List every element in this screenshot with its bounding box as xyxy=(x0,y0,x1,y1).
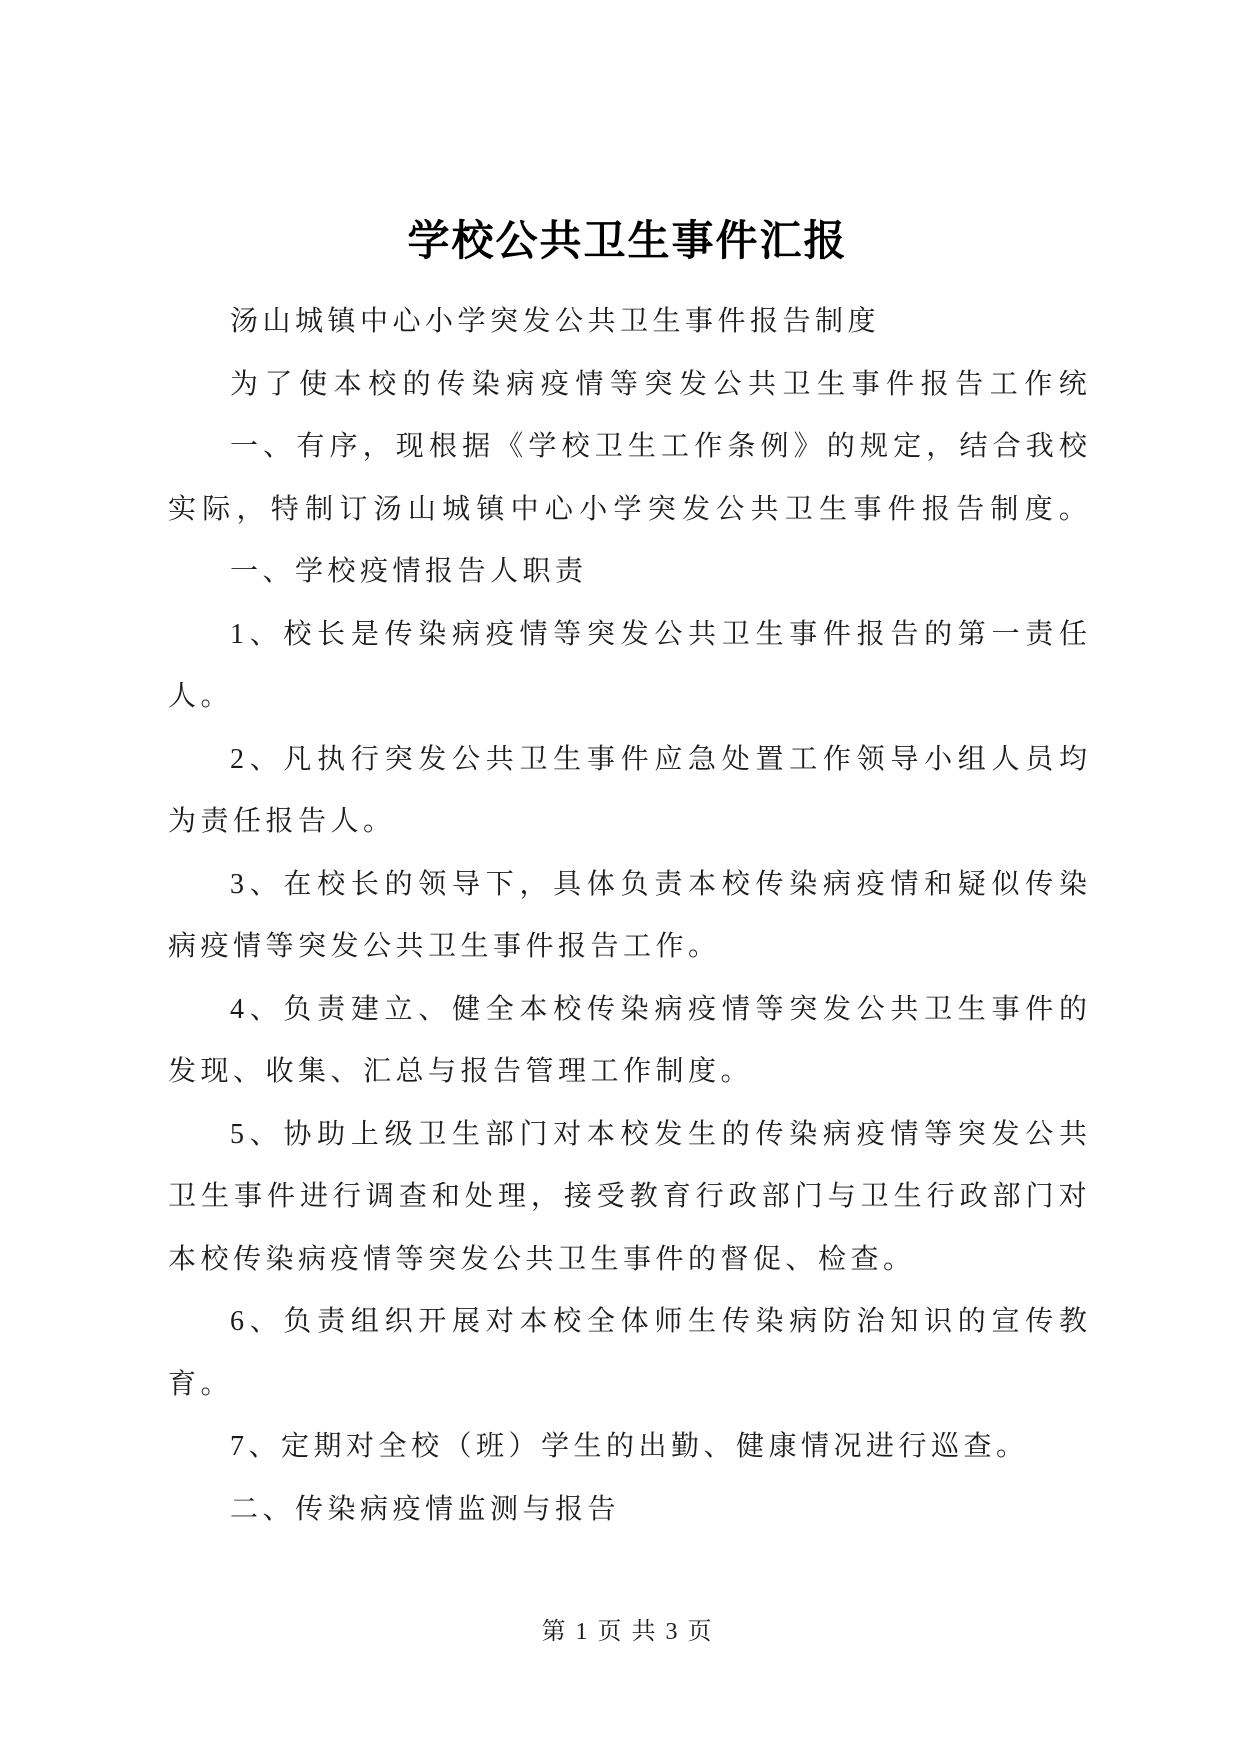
page-number-footer: 第 1 页 共 3 页 xyxy=(541,1619,714,1645)
document-line: 二、传染病疫情监测与报告 xyxy=(230,1493,621,1525)
document-line: 实 际 ， 特 制 订 汤 山 城 镇 中 心 小 学 突 发 公 共 卫 生 事 件 报 告 制 度 。 xyxy=(168,493,1087,525)
document-line: 卫 生 事 件 进 行 调 查 和 处 理 ， 接 受 教 育 行 政 部 门 与 卫 生 行 政 部 门 对 xyxy=(168,1181,1087,1212)
document-line: 发现、收集、汇总与报告管理工作制度。 xyxy=(168,1056,754,1087)
document-line: 汤山城镇中心小学突发公共卫生事件报告制度 xyxy=(230,306,881,337)
document-line: 一 、 有 序 ， 现 根 据 《 学 校 卫 生 工 作 条 例 》 的 规 定 ， 结 合 我 校 xyxy=(230,431,1087,462)
document-line: 1 、 校 长 是 传 染 病 疫 情 等 突 发 公 共 卫 生 事 件 报 告 的 第 一 责 任 xyxy=(230,618,1087,650)
document-line: 本校传染病疫情等突发公共卫生事件的督促、检查。 xyxy=(168,1243,916,1275)
document-line: 2 、 凡 执 行 突 发 公 共 卫 生 事 件 应 急 处 置 工 作 领 导 小 组 人 员 均 xyxy=(230,743,1087,775)
document-line: 育。 xyxy=(168,1368,234,1400)
document-line: 5 、 协 助 上 级 卫 生 部 门 对 本 校 发 生 的 传 染 病 疫 情 等 突 发 公 共 xyxy=(230,1118,1087,1150)
document-line: 6 、 负 责 组 织 开 展 对 本 校 全 体 师 生 传 染 病 防 治 知 识 的 宣 传 教 xyxy=(230,1306,1087,1337)
document-line: 7、定期对全校（班）学生的出勤、健康情况进行巡查。 xyxy=(230,1431,1029,1462)
document-line: 为责任报告人。 xyxy=(168,806,396,837)
document-line: 人。 xyxy=(168,681,234,712)
document-line: 4 、 负 责 建 立 、 健 全 本 校 传 染 病 疫 情 等 突 发 公 共 卫 生 事 件 的 xyxy=(230,993,1087,1025)
document-title: 学校公共卫生事件汇报 xyxy=(407,219,848,265)
document-body xyxy=(168,291,1087,1541)
document-line: 一、学校疫情报告人职责 xyxy=(230,556,588,587)
document-line: 3 、 在 校 长 的 领 导 下 ， 具 体 负 责 本 校 传 染 病 疫 情 和 疑 似 传 染 xyxy=(230,868,1087,900)
document-line: 病疫情等突发公共卫生事件报告工作。 xyxy=(168,931,721,962)
document-line: 为 了 使 本 校 的 传 染 病 疫 情 等 突 发 公 共 卫 生 事 件 报 告 工 作 统 xyxy=(230,368,1087,400)
